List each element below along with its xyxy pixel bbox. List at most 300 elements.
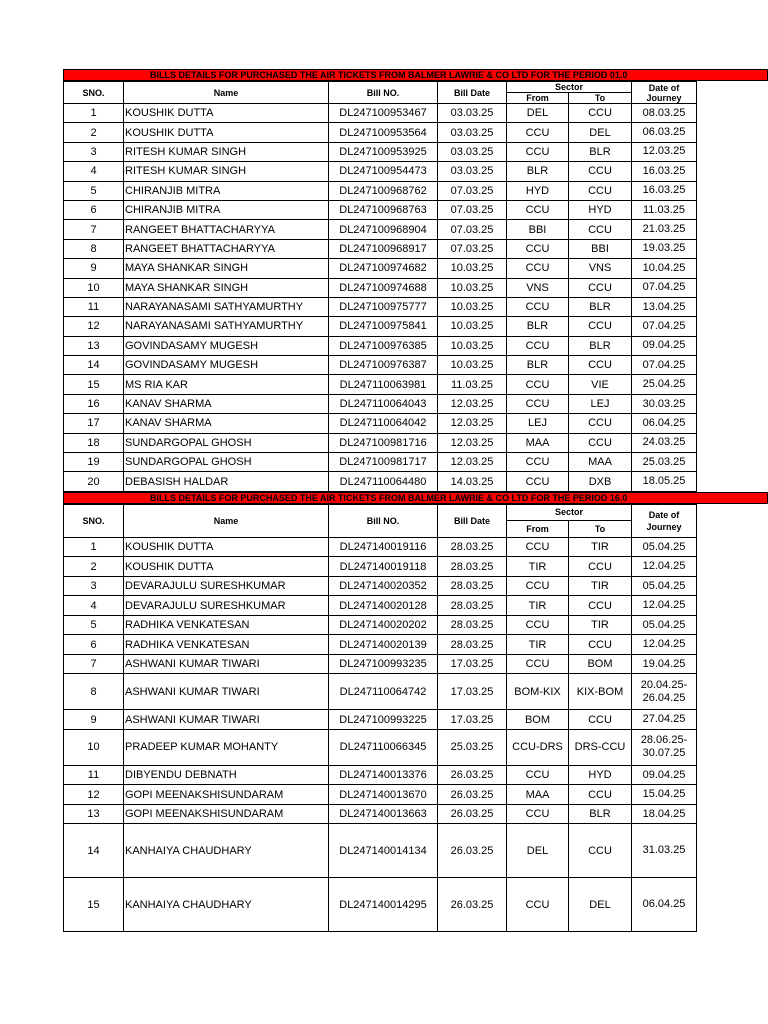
table-row: [64, 394, 697, 413]
cell-from: DEL: [507, 824, 569, 878]
cell-name: KANAV SHARMA: [124, 414, 329, 433]
cell-sno: 9: [64, 710, 124, 730]
cell-bill-no: DL247140013670: [329, 785, 438, 805]
header-name: Name: [124, 504, 329, 537]
cell-to: CCU: [569, 181, 632, 200]
table-row: [64, 433, 697, 452]
cell-bill-date: 03.03.25: [438, 123, 507, 142]
cell-from: LEJ: [507, 414, 569, 433]
header-bill-no: Bill NO.: [329, 504, 438, 537]
cell-sno: 3: [64, 142, 124, 161]
cell-bill-date: 26.03.25: [438, 765, 507, 785]
cell-bill-date: 10.03.25: [438, 297, 507, 316]
cell-name: GOPI MEENAKSHISUNDARAM: [124, 785, 329, 805]
cell-journey: 25.04.25: [632, 375, 697, 394]
cell-name: NARAYANASAMI SATHYAMURTHY: [124, 317, 329, 336]
cell-bill-no: DL247100981716: [329, 433, 438, 452]
cell-bill-no: DL247100993225: [329, 710, 438, 730]
cell-name: DIBYENDU DEBNATH: [124, 765, 329, 785]
cell-bill-date: 12.03.25: [438, 414, 507, 433]
cell-bill-no: DL247100981717: [329, 453, 438, 472]
cell-sno: 7: [64, 654, 124, 674]
cell-to: CCU: [569, 278, 632, 297]
table-row: [64, 729, 697, 765]
cell-to: HYD: [569, 765, 632, 785]
cell-bill-no: DL247100993235: [329, 654, 438, 674]
table-row: [64, 615, 697, 635]
cell-journey: 18.04.25: [632, 804, 697, 824]
cell-sno: 19: [64, 453, 124, 472]
cell-from: CCU: [507, 142, 569, 161]
table-row: [64, 804, 697, 824]
cell-to: CCU: [569, 104, 632, 123]
table-row: [64, 200, 697, 219]
cell-bill-date: 07.03.25: [438, 181, 507, 200]
cell-bill-date: 10.03.25: [438, 259, 507, 278]
cell-sno: 2: [64, 557, 124, 577]
cell-from: CCU: [507, 878, 569, 932]
cell-bill-date: 28.03.25: [438, 615, 507, 635]
cell-name: DEVARAJULU SURESHKUMAR: [124, 596, 329, 616]
cell-name: SUNDARGOPAL GHOSH: [124, 433, 329, 452]
cell-bill-no: DL247140013376: [329, 765, 438, 785]
table-row: [64, 878, 697, 932]
cell-name: RANGEET BHATTACHARYYA: [124, 220, 329, 239]
cell-journey: 05.04.25: [632, 615, 697, 635]
cell-journey: 11.03.25: [632, 200, 697, 219]
section1-banner-text: BILLS DETAILS FOR PURCHASED THE AIR TICKETS FROM BALMER LAWRIE & CO LTD FOR THE PERIOD 01.0: [150, 70, 628, 80]
cell-sno: 9: [64, 259, 124, 278]
cell-journey: 07.04.25: [632, 356, 697, 375]
cell-name: PRADEEP KUMAR MOHANTY: [124, 729, 329, 765]
header-sno: SNO.: [64, 504, 124, 537]
table-row: [64, 220, 697, 239]
cell-name: RANGEET BHATTACHARYYA: [124, 239, 329, 258]
cell-bill-no: DL247140014295: [329, 878, 438, 932]
cell-bill-date: 10.03.25: [438, 278, 507, 297]
header-bill-no: Bill NO.: [329, 82, 438, 104]
cell-bill-date: 28.03.25: [438, 596, 507, 616]
cell-from: DEL: [507, 104, 569, 123]
cell-sno: 13: [64, 804, 124, 824]
cell-journey: 16.03.25: [632, 162, 697, 181]
table-row: [64, 104, 697, 123]
cell-name: CHIRANJIB MITRA: [124, 181, 329, 200]
cell-name: MAYA SHANKAR SINGH: [124, 259, 329, 278]
cell-to: CCU: [569, 557, 632, 577]
cell-bill-no: DL247100975777: [329, 297, 438, 316]
cell-bill-no: DL247140013663: [329, 804, 438, 824]
cell-bill-date: 25.03.25: [438, 729, 507, 765]
cell-sno: 5: [64, 615, 124, 635]
header-bill-date: Bill Date: [438, 504, 507, 537]
cell-sno: 1: [64, 104, 124, 123]
cell-to: DEL: [569, 878, 632, 932]
cell-from: HYD: [507, 181, 569, 200]
table-row: [64, 824, 697, 878]
cell-from: CCU: [507, 394, 569, 413]
cell-sno: 15: [64, 375, 124, 394]
cell-bill-date: 17.03.25: [438, 710, 507, 730]
table-row: [64, 576, 697, 596]
table-row: [64, 472, 697, 491]
cell-bill-date: 28.03.25: [438, 635, 507, 655]
cell-to: VNS: [569, 259, 632, 278]
cell-to: HYD: [569, 200, 632, 219]
cell-from: CCU: [507, 804, 569, 824]
cell-bill-no: DL247140020202: [329, 615, 438, 635]
cell-bill-no: DL247110064043: [329, 394, 438, 413]
cell-from: CCU: [507, 537, 569, 557]
cell-bill-no: DL247140019118: [329, 557, 438, 577]
cell-sno: 2: [64, 123, 124, 142]
cell-journey: 08.03.25: [632, 104, 697, 123]
cell-name: RADHIKA VENKATESAN: [124, 615, 329, 635]
header-journey: Date of Journey: [632, 504, 697, 537]
cell-to: LEJ: [569, 394, 632, 413]
cell-bill-date: 03.03.25: [438, 104, 507, 123]
cell-journey: 09.04.25: [632, 336, 697, 355]
table-row: [64, 259, 697, 278]
cell-bill-no: DL247100953925: [329, 142, 438, 161]
cell-journey: 07.04.25: [632, 278, 697, 297]
cell-bill-date: 26.03.25: [438, 785, 507, 805]
cell-bill-date: 03.03.25: [438, 162, 507, 181]
cell-journey: 15.04.25: [632, 785, 697, 805]
cell-journey: 12.03.25: [632, 142, 697, 161]
cell-bill-no: DL247110064042: [329, 414, 438, 433]
cell-bill-no: DL247100976387: [329, 356, 438, 375]
cell-from: TIR: [507, 635, 569, 655]
table-row: [64, 785, 697, 805]
table-row: [64, 375, 697, 394]
cell-to: TIR: [569, 537, 632, 557]
cell-journey: 12.04.25: [632, 596, 697, 616]
cell-name: ASHWANI KUMAR TIWARI: [124, 710, 329, 730]
cell-sno: 8: [64, 239, 124, 258]
cell-journey: 12.04.25: [632, 635, 697, 655]
cell-journey: 25.03.25: [632, 453, 697, 472]
cell-to: MAA: [569, 453, 632, 472]
cell-bill-no: DL247100968917: [329, 239, 438, 258]
cell-name: GOVINDASAMY MUGESH: [124, 336, 329, 355]
cell-name: CHIRANJIB MITRA: [124, 200, 329, 219]
cell-bill-date: 07.03.25: [438, 220, 507, 239]
cell-journey: 18.05.25: [632, 472, 697, 491]
cell-to: BBI: [569, 239, 632, 258]
table-row: [64, 162, 697, 181]
cell-sno: 10: [64, 729, 124, 765]
cell-sno: 10: [64, 278, 124, 297]
cell-from: BOM-KIX: [507, 674, 569, 710]
header-sector: Sector: [507, 82, 632, 93]
cell-name: DEBASISH HALDAR: [124, 472, 329, 491]
cell-to: BLR: [569, 804, 632, 824]
section2-table: [63, 504, 697, 933]
table-row: [64, 123, 697, 142]
cell-bill-date: 26.03.25: [438, 878, 507, 932]
header-name: Name: [124, 82, 329, 104]
cell-name: KOUSHIK DUTTA: [124, 123, 329, 142]
cell-bill-date: 07.03.25: [438, 239, 507, 258]
cell-from: CCU: [507, 472, 569, 491]
cell-sno: 12: [64, 785, 124, 805]
cell-to: CCU: [569, 162, 632, 181]
section1-table: [63, 81, 697, 492]
cell-from: CCU: [507, 765, 569, 785]
cell-journey: 06.04.25: [632, 414, 697, 433]
table-row: [64, 654, 697, 674]
cell-name: KANHAIYA CHAUDHARY: [124, 878, 329, 932]
cell-sno: 17: [64, 414, 124, 433]
cell-bill-date: 26.03.25: [438, 804, 507, 824]
cell-name: GOPI MEENAKSHISUNDARAM: [124, 804, 329, 824]
cell-sno: 20: [64, 472, 124, 491]
cell-from: TIR: [507, 596, 569, 616]
cell-bill-no: DL247140020139: [329, 635, 438, 655]
cell-to: BOM: [569, 654, 632, 674]
table-row: [64, 537, 697, 557]
cell-to: CCU: [569, 317, 632, 336]
cell-to: CCU: [569, 635, 632, 655]
cell-to: BLR: [569, 297, 632, 316]
cell-to: CCU: [569, 785, 632, 805]
cell-journey: 19.03.25: [632, 239, 697, 258]
cell-bill-date: 12.03.25: [438, 453, 507, 472]
cell-bill-no: DL247140019116: [329, 537, 438, 557]
cell-name: SUNDARGOPAL GHOSH: [124, 453, 329, 472]
cell-name: GOVINDASAMY MUGESH: [124, 356, 329, 375]
cell-to: DRS-CCU: [569, 729, 632, 765]
table-row: [64, 356, 697, 375]
cell-from: BBI: [507, 220, 569, 239]
cell-bill-no: DL247140020128: [329, 596, 438, 616]
cell-bill-no: DL247100968904: [329, 220, 438, 239]
cell-from: TIR: [507, 557, 569, 577]
cell-name: KANHAIYA CHAUDHARY: [124, 824, 329, 878]
table-row: [64, 278, 697, 297]
table-row: [64, 142, 697, 161]
cell-from: BLR: [507, 317, 569, 336]
cell-name: KOUSHIK DUTTA: [124, 104, 329, 123]
cell-bill-no: DL247140014134: [329, 824, 438, 878]
cell-to: BLR: [569, 142, 632, 161]
table-row: [64, 297, 697, 316]
cell-to: VIE: [569, 375, 632, 394]
header-sno: SNO.: [64, 82, 124, 104]
header-sector: Sector: [507, 504, 632, 520]
table-row: [64, 674, 697, 710]
cell-bill-no: DL247100968763: [329, 200, 438, 219]
cell-journey: 06.03.25: [632, 123, 697, 142]
cell-bill-date: 07.03.25: [438, 200, 507, 219]
cell-bill-date: 28.03.25: [438, 537, 507, 557]
cell-journey: 30.03.25: [632, 394, 697, 413]
cell-sno: 4: [64, 596, 124, 616]
spreadsheet: [63, 0, 768, 932]
cell-name: KOUSHIK DUTTA: [124, 537, 329, 557]
cell-bill-date: 26.03.25: [438, 824, 507, 878]
header-to: To: [569, 520, 632, 537]
cell-from: CCU: [507, 123, 569, 142]
cell-journey: 07.04.25: [632, 317, 697, 336]
cell-journey: 31.03.25: [632, 824, 697, 878]
cell-to: DXB: [569, 472, 632, 491]
section2-banner: [63, 492, 768, 504]
cell-journey: 09.04.25: [632, 765, 697, 785]
cell-from: MAA: [507, 433, 569, 452]
cell-bill-no: DL247100954473: [329, 162, 438, 181]
cell-sno: 13: [64, 336, 124, 355]
cell-to: TIR: [569, 615, 632, 635]
cell-name: KOUSHIK DUTTA: [124, 557, 329, 577]
cell-journey: 19.04.25: [632, 654, 697, 674]
cell-from: CCU: [507, 259, 569, 278]
cell-from: CCU: [507, 200, 569, 219]
cell-to: TIR: [569, 576, 632, 596]
header-bill-date: Bill Date: [438, 82, 507, 104]
cell-name: MAYA SHANKAR SINGH: [124, 278, 329, 297]
cell-bill-no: DL247110066345: [329, 729, 438, 765]
cell-from: CCU: [507, 453, 569, 472]
cell-bill-no: DL247100974688: [329, 278, 438, 297]
cell-sno: 4: [64, 162, 124, 181]
cell-sno: 11: [64, 765, 124, 785]
cell-bill-no: DL247100976385: [329, 336, 438, 355]
cell-bill-no: DL247110064742: [329, 674, 438, 710]
cell-journey: 20.04.25- 26.04.25: [632, 674, 697, 710]
cell-from: BOM: [507, 710, 569, 730]
cell-from: CCU-DRS: [507, 729, 569, 765]
table-row: [64, 596, 697, 616]
header-to: To: [569, 93, 632, 104]
cell-sno: 6: [64, 635, 124, 655]
cell-journey: 24.03.25: [632, 433, 697, 452]
cell-journey: 13.04.25: [632, 297, 697, 316]
cell-journey: 28.06.25- 30.07.25: [632, 729, 697, 765]
cell-journey: 12.04.25: [632, 557, 697, 577]
cell-bill-date: 14.03.25: [438, 472, 507, 491]
cell-from: CCU: [507, 336, 569, 355]
header-journey: Date of Journey: [632, 82, 697, 104]
cell-from: CCU: [507, 239, 569, 258]
cell-journey: 10.04.25: [632, 259, 697, 278]
section2-banner-text: BILLS DETAILS FOR PURCHASED THE AIR TICKETS FROM BALMER LAWRIE & CO LTD FOR THE PERIOD 16.0: [150, 492, 628, 503]
cell-journey: 27.04.25: [632, 710, 697, 730]
cell-to: CCU: [569, 356, 632, 375]
table-row: [64, 414, 697, 433]
cell-from: CCU: [507, 375, 569, 394]
cell-sno: 6: [64, 200, 124, 219]
cell-sno: 16: [64, 394, 124, 413]
cell-journey: 06.04.25: [632, 878, 697, 932]
cell-from: VNS: [507, 278, 569, 297]
cell-bill-date: 03.03.25: [438, 142, 507, 161]
cell-to: CCU: [569, 414, 632, 433]
cell-to: CCU: [569, 824, 632, 878]
cell-bill-no: DL247100953467: [329, 104, 438, 123]
cell-bill-date: 28.03.25: [438, 576, 507, 596]
table-row: [64, 635, 697, 655]
cell-sno: 18: [64, 433, 124, 452]
cell-journey: 21.03.25: [632, 220, 697, 239]
cell-bill-no: DL247100975841: [329, 317, 438, 336]
cell-bill-no: DL247100974682: [329, 259, 438, 278]
table-row: [64, 317, 697, 336]
table-row: [64, 336, 697, 355]
section1-body: [64, 104, 697, 492]
cell-from: BLR: [507, 162, 569, 181]
table-row: [64, 453, 697, 472]
cell-name: RADHIKA VENKATESAN: [124, 635, 329, 655]
cell-bill-date: 11.03.25: [438, 375, 507, 394]
cell-bill-date: 10.03.25: [438, 336, 507, 355]
table-row: [64, 710, 697, 730]
cell-name: NARAYANASAMI SATHYAMURTHY: [124, 297, 329, 316]
table-row: [64, 557, 697, 577]
cell-from: CCU: [507, 654, 569, 674]
cell-name: KANAV SHARMA: [124, 394, 329, 413]
cell-name: ASHWANI KUMAR TIWARI: [124, 674, 329, 710]
cell-sno: 14: [64, 356, 124, 375]
cell-name: RITESH KUMAR SINGH: [124, 162, 329, 181]
cell-journey: 16.03.25: [632, 181, 697, 200]
cell-bill-no: DL247140020352: [329, 576, 438, 596]
cell-from: MAA: [507, 785, 569, 805]
cell-from: CCU: [507, 615, 569, 635]
section1-banner: [63, 69, 768, 81]
cell-name: MS RIA KAR: [124, 375, 329, 394]
cell-sno: 11: [64, 297, 124, 316]
cell-from: CCU: [507, 297, 569, 316]
cell-bill-date: 10.03.25: [438, 317, 507, 336]
cell-sno: 8: [64, 674, 124, 710]
cell-bill-date: 17.03.25: [438, 674, 507, 710]
cell-bill-date: 12.03.25: [438, 433, 507, 452]
cell-sno: 12: [64, 317, 124, 336]
table-row: [64, 181, 697, 200]
cell-bill-no: DL247110064480: [329, 472, 438, 491]
table-row: [64, 239, 697, 258]
header-from: From: [507, 520, 569, 537]
cell-to: CCU: [569, 220, 632, 239]
cell-to: CCU: [569, 433, 632, 452]
cell-bill-date: 10.03.25: [438, 356, 507, 375]
cell-sno: 15: [64, 878, 124, 932]
cell-journey: 05.04.25: [632, 576, 697, 596]
cell-from: CCU: [507, 576, 569, 596]
cell-sno: 14: [64, 824, 124, 878]
cell-sno: 1: [64, 537, 124, 557]
cell-bill-date: 12.03.25: [438, 394, 507, 413]
cell-bill-no: DL247100953564: [329, 123, 438, 142]
cell-bill-no: DL247100968762: [329, 181, 438, 200]
cell-sno: 5: [64, 181, 124, 200]
cell-to: DEL: [569, 123, 632, 142]
cell-name: RITESH KUMAR SINGH: [124, 142, 329, 161]
cell-bill-date: 17.03.25: [438, 654, 507, 674]
cell-to: CCU: [569, 596, 632, 616]
cell-bill-date: 28.03.25: [438, 557, 507, 577]
cell-bill-no: DL247110063981: [329, 375, 438, 394]
cell-sno: 3: [64, 576, 124, 596]
cell-to: CCU: [569, 710, 632, 730]
cell-to: BLR: [569, 336, 632, 355]
cell-to: KIX-BOM: [569, 674, 632, 710]
cell-name: DEVARAJULU SURESHKUMAR: [124, 576, 329, 596]
cell-from: BLR: [507, 356, 569, 375]
table-row: [64, 765, 697, 785]
